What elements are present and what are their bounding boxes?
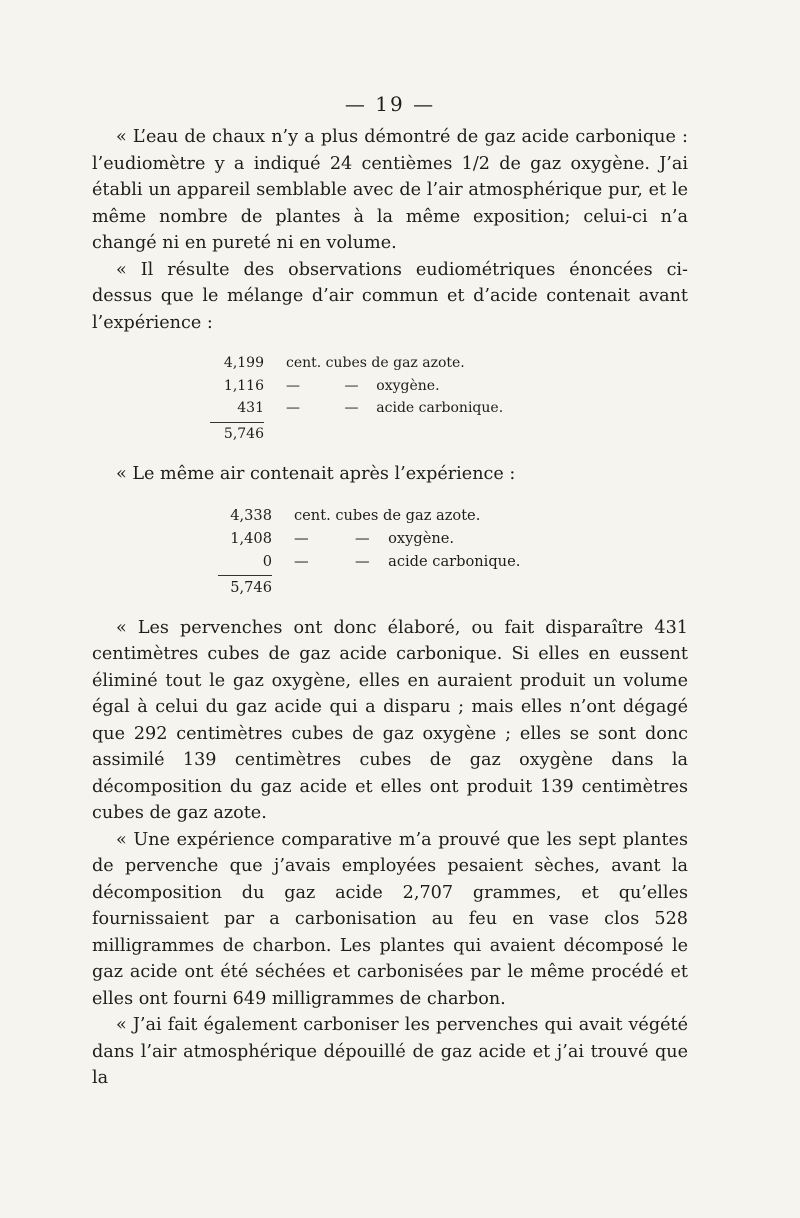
paragraph-le-meme-air: « Le même air contenait après l’expérience : bbox=[116, 464, 516, 484]
table-label: cent. cubes de gaz azote. bbox=[286, 355, 465, 371]
table-value: 431 bbox=[237, 400, 264, 416]
table-total: 5,746 bbox=[218, 575, 272, 599]
table-row bbox=[228, 504, 688, 527]
paragraph-les-pervenches: « Les pervenches ont donc élaboré, ou fait disparaître 431 centimètres cubes de gaz acide carbonique. Si elles en eussent éliminé tout le gaz oxygène, elles en auraient produit un volume égal à celui du gaz acide qui a disparu ; mais elles n’ont dégagé que 292 centimètres cubes de gaz oxygène ; elles se sont donc assimilé 139 centimètres cubes de gaz oxygène dans la décomposition du gaz acide et elles ont produit 139 centimètres cubes de gaz azote. bbox=[92, 617, 688, 823]
table-row bbox=[220, 397, 688, 420]
page-number: — 19 — bbox=[344, 92, 436, 116]
table-row bbox=[220, 352, 688, 375]
table-total: 5,746 bbox=[210, 422, 264, 446]
table-label: — — oxygène. bbox=[286, 377, 440, 394]
table-value: 0 bbox=[262, 552, 272, 570]
paragraph-une-experience: « Une expérience comparative m’a prouvé que les sept plantes de pervenche que j’avais employées pesaient sèches, avant la décomposition du gaz acide 2,707 grammes, et qu’elles fournissaient par a carbonisation au feu en vase clos 528 milligrammes de charbon. Les plantes qui avaient décomposé le gaz acide ont été séchées et carbonisées par le même procédé et elles ont fourni 649 milligrammes de charbon. bbox=[92, 829, 688, 1009]
table-value: 1,408 bbox=[230, 529, 272, 547]
table-value: 4,199 bbox=[223, 355, 264, 371]
table-label: — — acide carbonique. bbox=[294, 552, 521, 570]
book-page bbox=[92, 92, 688, 1092]
paragraph-jai-fait: « J’ai fait également carboniser les pervenches qui avait végété dans l’air atmosphérique dépouillé de gaz acide et j’ai trouvé que la bbox=[92, 1015, 688, 1088]
gas-table-before bbox=[220, 352, 688, 445]
table-total-row bbox=[228, 573, 688, 599]
table-row bbox=[220, 375, 688, 398]
paragraph-eau-de-chaux: « L’eau de chaux n’y a plus démontré de gaz acide carbonique : l’eudiomètre y a indiqué 24 centièmes 1/2 de gaz oxygène. J’ai établi un appareil semblable avec de l’air atmosphérique pur, et le même nombre de plantes à la même exposition; celui-ci n’a changé ni en pureté ni en volume. bbox=[92, 127, 688, 253]
table-row bbox=[228, 550, 688, 573]
table-label: — — acide carbonique. bbox=[286, 400, 504, 416]
table-total-row bbox=[220, 420, 688, 446]
table-label: cent. cubes de gaz azote. bbox=[294, 506, 481, 524]
paragraph-il-resulte: « Il résulte des observations eudiométriques énoncées ci-dessus que le mélange d’air commun et d’acide contenait avant l’expérience : bbox=[92, 259, 688, 333]
table-row bbox=[228, 527, 688, 550]
table-label: — — oxygène. bbox=[294, 529, 455, 547]
table-value: 4,338 bbox=[230, 506, 272, 524]
gas-table-after bbox=[228, 504, 688, 599]
table-value: 1,116 bbox=[223, 377, 264, 394]
